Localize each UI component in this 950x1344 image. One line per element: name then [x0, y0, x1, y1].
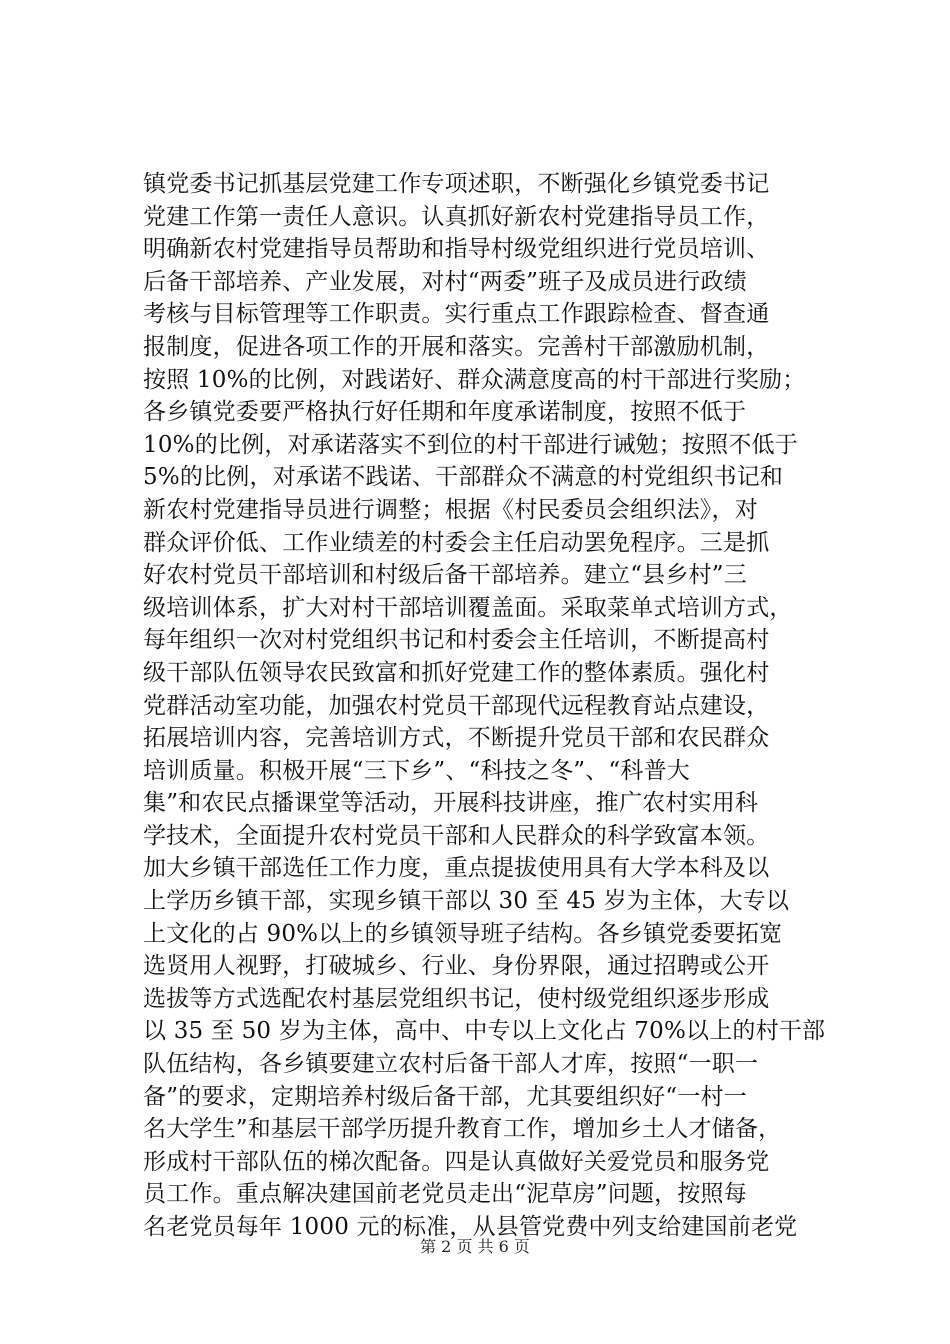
text-line: 选拔等方式选配农村基层党组织书记，使村级党组织逐步形成	[143, 985, 770, 1012]
text-line: 加大乡镇干部选任工作力度，重点提拔使用具有大学本科及以	[143, 855, 770, 882]
text-line: 明确新农村党建指导员帮助和指导村级党组织进行党员培训、	[143, 236, 770, 263]
text-line: 镇党委书记抓基层党建工作专项述职，不断强化乡镇党委书记	[143, 171, 770, 197]
body-text	[143, 168, 826, 1244]
text-line: 级培训体系，扩大对村干部培训覆盖面。采取菜单式培训方式，	[143, 594, 793, 621]
page-number-footer: 第 2 页 共 6 页	[420, 1237, 530, 1256]
text-line: 每年组织一次对村党组织书记和村委会主任培训，不断提高村	[143, 627, 770, 654]
text-line: 党建工作第一责任人意识。认真抓好新农村党建指导员工作，	[143, 203, 770, 230]
text-line: 级干部队伍领导农民致富和抓好党建工作的整体素质。强化村	[143, 659, 770, 686]
text-line: 备”的要求，定期培养村级后备干部，尤其要组织好“一村一	[143, 1083, 747, 1110]
text-line: 名大学生”和基层干部学历提升教育工作，增加乡土人才储备，	[143, 1116, 782, 1143]
text-line: 名老党员每年 1000 元的标准，从县管党费中列支给建国前老党	[143, 1214, 798, 1240]
text-line: 员工作。重点解决建国前老党员走出“泥草房”问题，按照每	[143, 1181, 747, 1208]
text-line: 队伍结构，各乡镇要建立农村后备干部人才库，按照“一职一	[143, 1051, 759, 1078]
text-line: 按照 10%的比例，对践诺好、群众满意度高的村干部进行奖励；	[143, 366, 806, 393]
text-line: 形成村干部队伍的梯次配备。四是认真做好关爱党员和服务党	[143, 1148, 770, 1175]
text-line: 后备干部培养、产业发展，对村“两委”班子及成员进行政绩	[143, 268, 747, 295]
text-line: 考核与目标管理等工作职责。实行重点工作跟踪检查、督查通	[143, 301, 770, 328]
text-line: 拓展培训内容，完善培训方式，不断提升党员干部和农民群众	[143, 725, 770, 752]
text-line: 各乡镇党委要严格执行好任期和年度承诺制度，按照不低于	[143, 399, 747, 426]
text-line: 党群活动室功能，加强农村党员干部现代远程教育站点建设，	[143, 692, 770, 719]
text-line: 集”和农民点播课堂等活动，开展科技讲座，推广农村实用科	[143, 790, 759, 817]
text-line: 以 35 至 50 岁为主体，高中、中专以上文化占 70%以上的村干部	[143, 1018, 826, 1045]
text-line: 报制度，促进各项工作的开展和落实。完善村干部激励机制，	[143, 333, 770, 360]
text-line: 群众评价低、工作业绩差的村委会主任启动罢免程序。三是抓	[143, 529, 770, 556]
text-line: 学技术，全面提升农村党员干部和人民群众的科学致富本领。	[143, 822, 770, 849]
text-line: 10%的比例，对承诺落实不到位的村干部进行诫勉；按照不低于	[143, 431, 798, 458]
text-line: 上学历乡镇干部，实现乡镇干部以 30 至 45 岁为主体，大专以	[143, 888, 790, 915]
text-line: 上文化的占 90%以上的乡镇领导班子结构。各乡镇党委要拓宽	[143, 920, 783, 947]
text-line: 新农村党建指导员进行调整；根据《村民委员会组织法》，对	[143, 496, 758, 523]
text-line: 好农村党员干部培训和村级后备干部培养。建立“县乡村”三	[143, 562, 747, 589]
text-line: 选贤用人视野，打破城乡、行业、身份界限，通过招聘或公开	[143, 953, 770, 980]
text-line: 5%的比例，对承诺不践诺、干部群众不满意的村党组织书记和	[143, 464, 784, 491]
text-line: 培训质量。积极开展“三下乡”、“科技之冬”、“科普大	[143, 757, 690, 784]
